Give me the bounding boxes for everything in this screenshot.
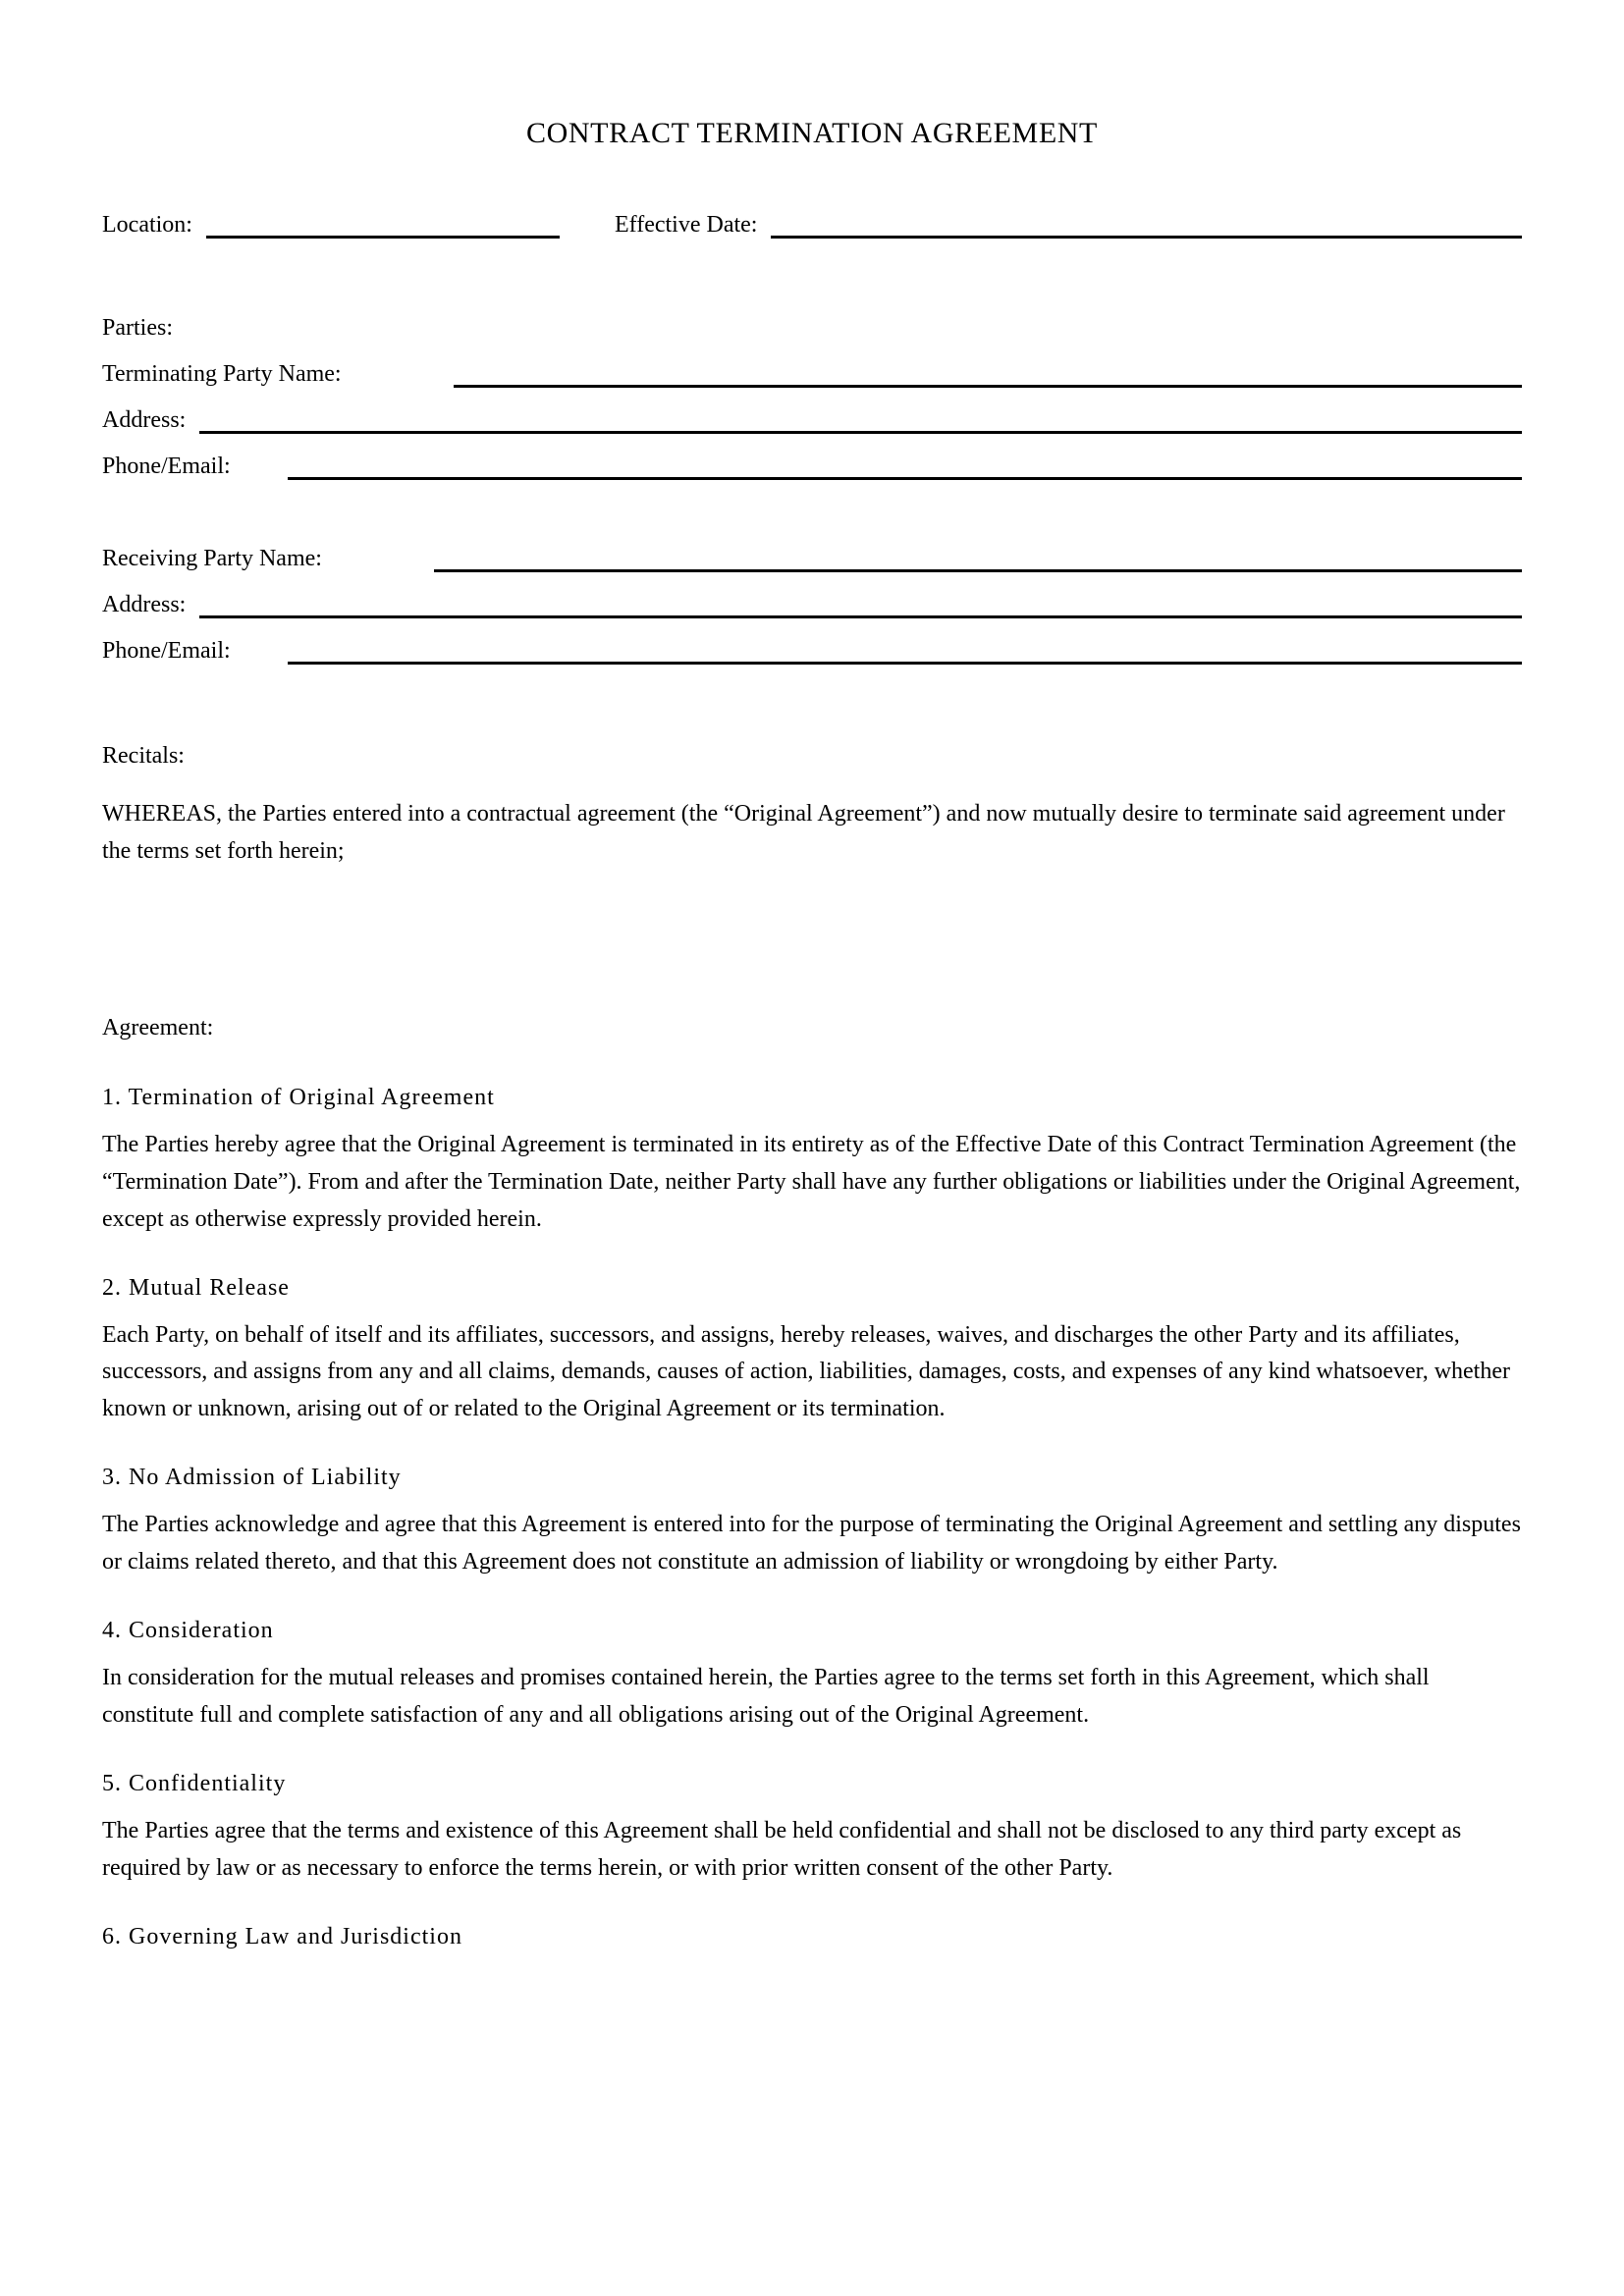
terminating-party-phone-email-input-rule[interactable] [288,477,1522,480]
clause-2 [102,1276,1522,1429]
receiving-party-block [102,547,1522,685]
clause-1 [102,1086,1522,1239]
receiving-party-name-label: Receiving Party Name: [102,546,322,571]
effective-date-input-rule[interactable] [771,236,1522,239]
receiving-party-address-field [102,593,1522,639]
clause-6 [102,1925,1522,1949]
recitals-heading: Recitals: [102,743,185,769]
header-fields-row [102,213,1522,259]
clause-6-heading: 6. Governing Law and Jurisdiction [102,1923,462,1949]
recitals-paragraph: WHEREAS, the Parties entered into a contractual agreement (the “Original Agreement”) and now mutually desire to terminate said agreement under the terms set forth herein; [102,801,1505,864]
terminating-party-name-label: Terminating Party Name: [102,361,342,387]
page-title: CONTRACT TERMINATION AGREEMENT [526,117,1098,149]
clause-4-body: In consideration for the mutual releases and promises contained herein, the Parties agree to the terms set forth in this Agreement, which shall constitute full and complete satisfaction of any and all obligations arising out of the Original Agreement. [102,1665,1430,1728]
location-label: Location: [102,212,192,238]
receiving-party-address-label: Address: [102,592,187,617]
effective-date-label: Effective Date: [615,212,758,238]
parties-heading: Parties: [102,315,173,341]
clause-4-heading: 4. Consideration [102,1618,274,1644]
effective-date-field [615,213,1522,237]
terminating-party-address-input-rule[interactable] [199,431,1522,434]
terminating-party-block [102,362,1522,501]
clause-5-body: The Parties agree that the terms and existence of this Agreement shall be held confidential and shall not be disclosed to any third party except as required by law or as necessary to enforce the terms herein, or with prior written consent of the other Party. [102,1817,1462,1881]
clause-2-body: Each Party, on behalf of itself and its affiliates, successors, and assigns, hereby releases, waives, and discharges the other Party and its affiliates, successors, and assigns from any and all claims, demands, causes of action, liabilities, damages, costs, and expenses of any kind whatsoever, whether known or unknown, arising out of or related to the Original Agreement or its termination. [102,1321,1510,1422]
receiving-party-phone-email-input-rule[interactable] [288,662,1522,665]
receiving-party-phone-email-field [102,639,1522,685]
location-input-rule[interactable] [206,236,560,239]
receiving-party-phone-email-label: Phone/Email: [102,638,231,664]
clause-5 [102,1772,1522,1888]
receiving-party-name-input-rule[interactable] [434,569,1522,572]
clause-3-body: The Parties acknowledge and agree that this Agreement is entered into for the purpose of terminating the Original Agreement and settling any disputes or claims related thereto, and that this Agreement does not constitute an admission of liability or wrongdoing by either Party. [102,1512,1521,1575]
clause-1-heading: 1. Termination of Original Agreement [102,1084,495,1110]
receiving-party-address-input-rule[interactable] [199,615,1522,618]
terminating-party-address-label: Address: [102,407,187,433]
receiving-party-name-field [102,547,1522,593]
terminating-party-phone-email-label: Phone/Email: [102,454,231,479]
terminating-party-address-field [102,408,1522,454]
terminating-party-name-field [102,362,1522,408]
terminating-party-name-input-rule[interactable] [454,385,1522,388]
agreement-heading: Agreement: [102,1014,214,1041]
location-field [102,213,615,237]
clause-3-heading: 3. No Admission of Liability [102,1465,402,1491]
clause-4 [102,1619,1522,1735]
clause-2-heading: 2. Mutual Release [102,1274,290,1301]
terminating-party-phone-email-field [102,454,1522,501]
clause-5-heading: 5. Confidentiality [102,1770,287,1796]
clause-1-body: The Parties hereby agree that the Original Agreement is terminated in its entirety as of the Effective Date of this Contract Termination Agreement (the “Termination Date”). From and after the Termination Date, neither Party shall have any further obligations or liabilities under the Original Agreement, except as otherwise expressly provided herein. [102,1131,1521,1232]
party-block-spacer [102,501,1522,547]
clause-3 [102,1466,1522,1581]
